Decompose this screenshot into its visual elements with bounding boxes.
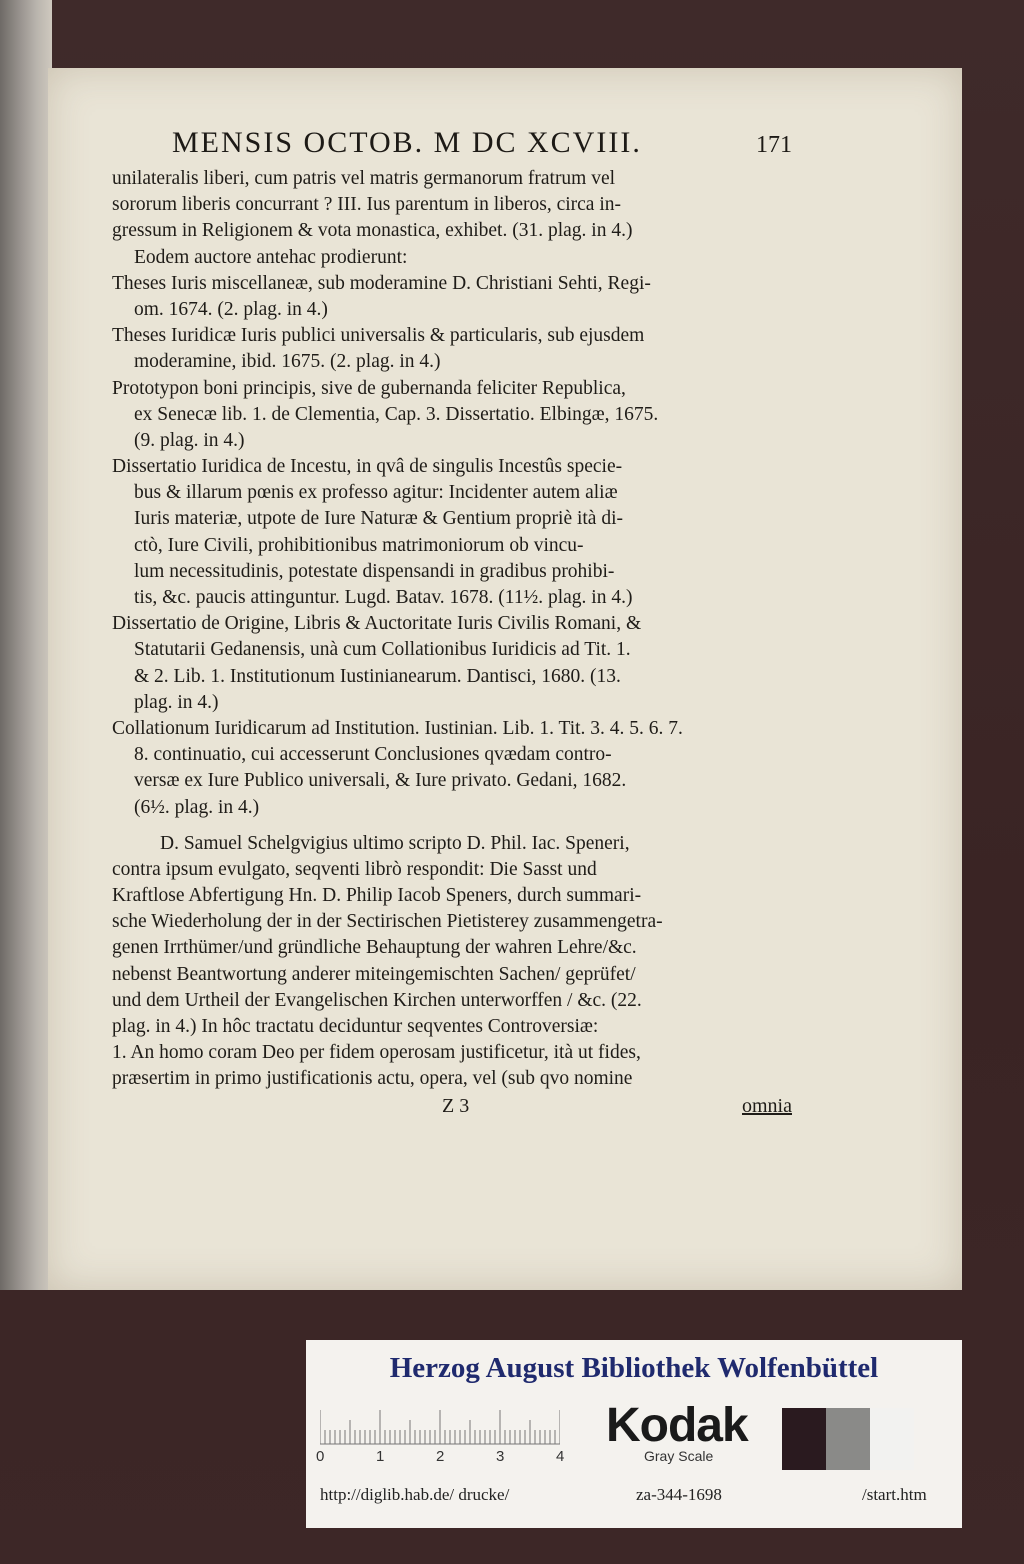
text-line: tis, &c. paucis attinguntur. Lugd. Batav. 1678. (11½. plag. in 4.) — [134, 587, 633, 608]
gray-swatch — [782, 1408, 826, 1470]
gray-scale-label: Gray Scale — [644, 1448, 714, 1464]
signature-mark: Z 3 — [442, 1094, 470, 1117]
page-number: 171 — [756, 132, 792, 158]
ruler-labels — [316, 1448, 580, 1468]
gray-swatch — [870, 1408, 914, 1470]
ruler-label: 2 — [436, 1448, 445, 1465]
start-page-link: /start.htm — [862, 1485, 927, 1504]
text-line: & 2. Lib. 1. Institutionum Iustinianearum. Dantisci, 1680. (13. — [134, 665, 621, 687]
shelfmark: za-344-1698 — [636, 1485, 722, 1504]
library-name: Herzog August Bibliothek Wolfenbüttel — [389, 1352, 879, 1384]
text-line: moderamine, ibid. 1675. (2. plag. in 4.) — [134, 351, 441, 373]
text-line: ex Senecæ lib. 1. de Clementia, Cap. 3. Dissertatio. Elbingæ, 1675. — [134, 403, 659, 425]
text-line: sche Wiederholung der in der Sectirischen Pietisterey zusammengetra- — [112, 911, 663, 933]
text-line: plag. in 4.) — [134, 691, 219, 713]
running-head-title: MENSIS OCTOB. M DC XCVIII. — [172, 126, 642, 159]
kodak-logo: Kodak — [606, 1399, 748, 1452]
gray-swatches — [782, 1408, 914, 1470]
text-line: gressum in Religionem & vota monastica, exhibet. (31. plag. in 4.) — [112, 220, 633, 242]
page-footer — [112, 1095, 792, 1118]
text-line: nebenst Beantwortung anderer miteingemischten Sachen/ geprüfet/ — [112, 963, 636, 985]
ruler-label: 4 — [556, 1448, 565, 1465]
text-line: Theses Iuridicæ Iuris publici universalis & particularis, sub ejusdem — [112, 325, 645, 347]
ruler-scale — [320, 1406, 560, 1446]
text-line: Dissertatio Iuridica de Incestu, in qvâ de singulis Incestûs specie- — [112, 456, 623, 478]
text-line: Kraftlose Abfertigung Hn. D. Philip Iacob Speners, durch summari- — [112, 885, 642, 907]
text-line: und dem Urtheil der Evangelischen Kirchen unterworffen / &c. (22. — [112, 989, 642, 1011]
text-line: unilateralis liberi, cum patris vel matris germanorum fratrum vel — [112, 168, 616, 189]
ruler-label: 0 — [316, 1448, 325, 1465]
text-line: Collationum Iuridicarum ad Institution. Iustinian. Lib. 1. Tit. 3. 4. 5. 6. 7. — [112, 717, 683, 739]
text-line: Iuris materiæ, utpote de Iure Naturæ & Gentium propriè ità di- — [134, 508, 623, 530]
paragraph-gap — [112, 821, 792, 831]
text-line: (6½. plag. in 4.) — [134, 796, 260, 818]
catchword: omnia — [742, 1094, 792, 1117]
adjacent-page-edge — [0, 0, 52, 1290]
text-line: plag. in 4.) In hôc tractatu deciduntur seqventes Controversiæ: — [112, 1016, 599, 1037]
gray-swatch — [826, 1408, 870, 1470]
text-line: contra ipsum evulgato, seqventi librò respondit: Die Sasst und — [112, 858, 597, 880]
running-head — [112, 126, 792, 160]
text-line: Theses Iuris miscellaneæ, sub moderamine D. Christiani Sehti, Regi- — [112, 272, 651, 294]
ruler-label: 1 — [376, 1448, 385, 1465]
text-line: præsertim in primo justificationis actu, opera, vel (sub qvo nomine — [112, 1068, 633, 1090]
text-line: Dissertatio de Origine, Libris & Auctoritate Iuris Civilis Romani, & — [112, 613, 642, 635]
text-line: 8. continuatio, cui accesserunt Conclusiones qvædam contro- — [134, 744, 612, 766]
text-line: Statutarii Gedanensis, unà cum Collationibus Iuridicis ad Tit. 1. — [134, 639, 631, 661]
text-line: ctò, Iure Civili, prohibitionibus matrimoniorum ob vincu- — [134, 534, 584, 556]
page-content — [112, 126, 792, 1118]
book-page — [48, 68, 962, 1290]
text-line: om. 1674. (2. plag. in 4.) — [134, 298, 328, 320]
text-line: 1. An homo coram Deo per fidem operosam justificetur, ità ut fides, — [112, 1042, 641, 1064]
text-line: genen Irrthümer/und gründliche Behauptung der wahren Lehre/&c. — [112, 937, 637, 959]
text-line: sororum liberis concurrant ? III. Ius parentum in liberos, circa in- — [112, 194, 621, 216]
digital-library-url: http://diglib.hab.de/ drucke/ — [320, 1485, 510, 1504]
text-line: Eodem auctore antehac prodierunt: — [134, 246, 408, 268]
text-line: versæ ex Iure Publico universali, & Iure privato. Gedani, 1682. — [134, 770, 627, 792]
text-line: lum necessitudinis, potestate dispensandi in gradibus prohibi- — [134, 560, 615, 582]
text-line: Prototypon boni principis, sive de gubernanda feliciter Republica, — [112, 377, 626, 399]
ruler-label: 3 — [496, 1448, 505, 1465]
text-line: D. Samuel Schelgvigius ultimo scripto D. Phil. Iac. Speneri, — [160, 832, 630, 854]
text-body — [112, 166, 792, 1093]
text-line: (9. plag. in 4.) — [134, 429, 245, 451]
color-target-card — [306, 1340, 962, 1528]
text-line: bus & illarum pœnis ex professo agitur: Incidenter autem aliæ — [134, 482, 618, 504]
